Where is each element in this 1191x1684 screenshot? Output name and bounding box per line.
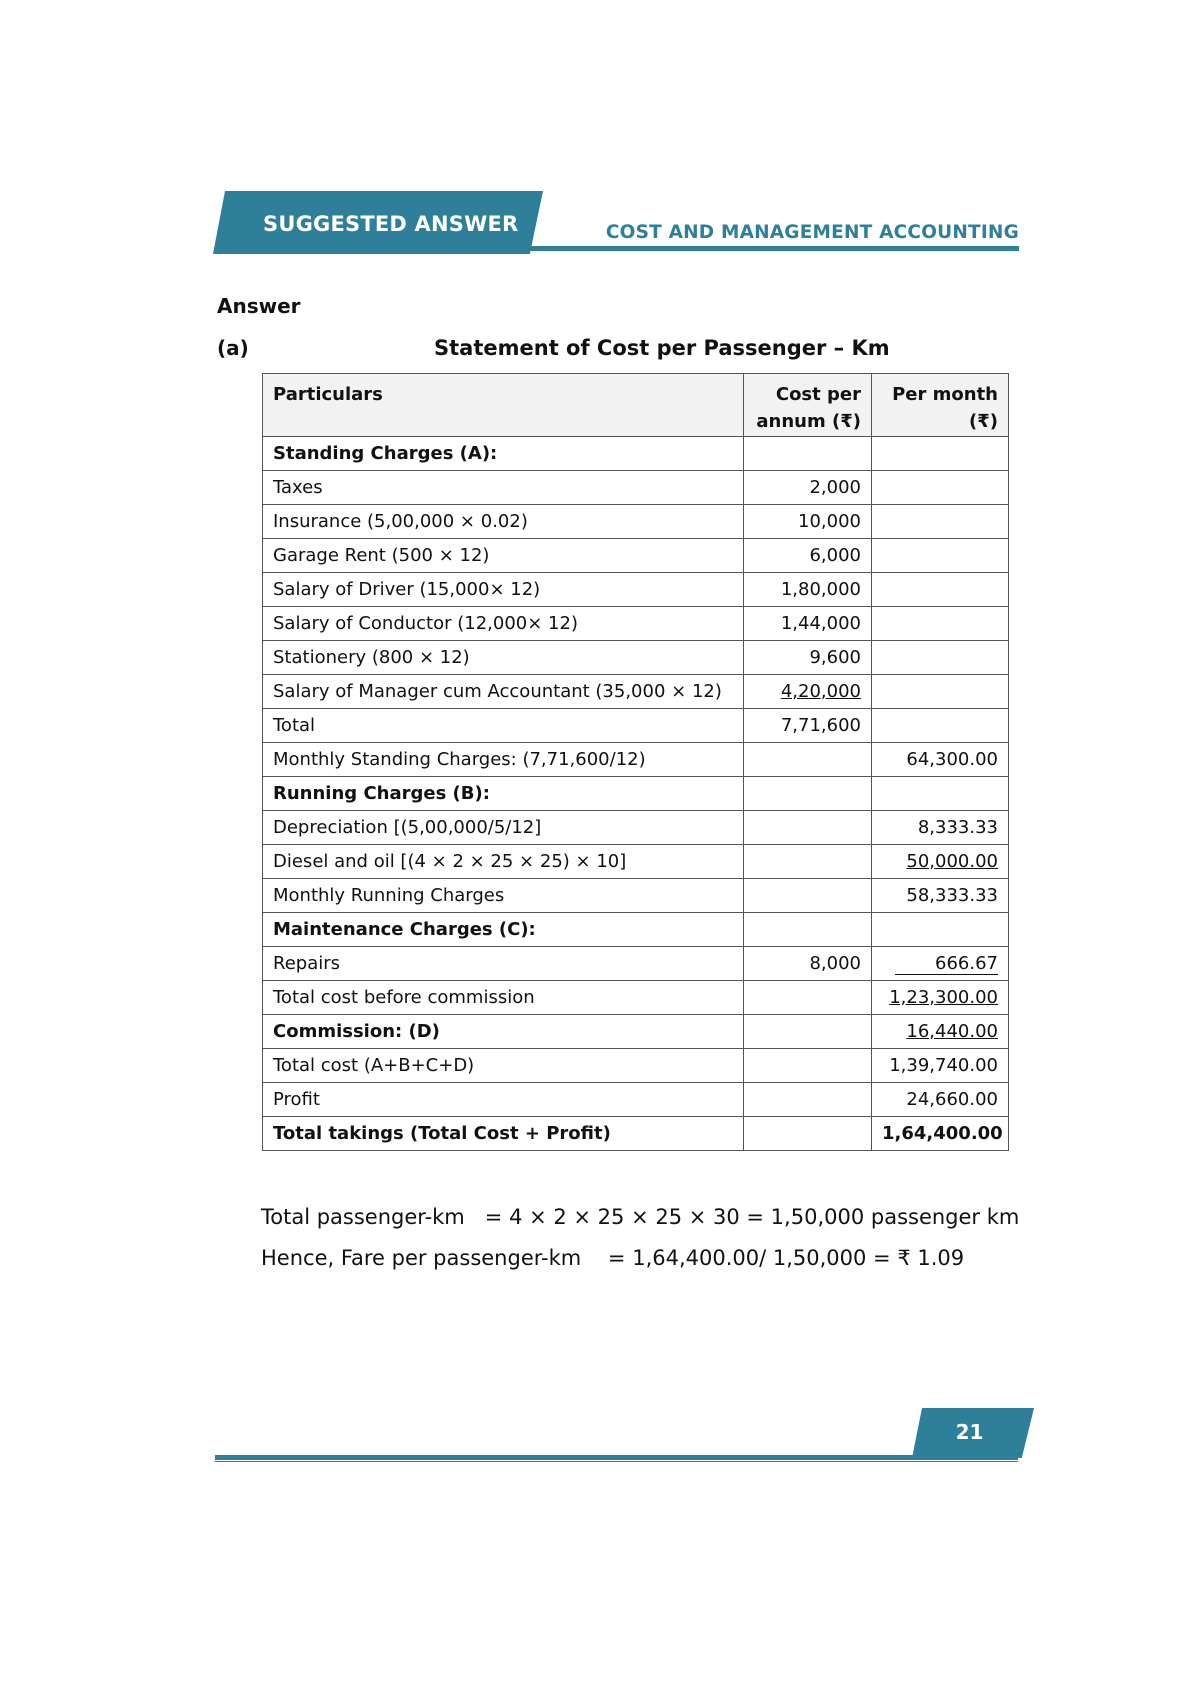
row-label: Total <box>263 709 744 743</box>
total-passenger-km-note: Total passenger-km = 4 × 2 × 25 × 25 × 30 = 1,50,000 passenger km <box>261 1205 1020 1229</box>
row-month <box>872 675 1009 709</box>
row-annum <box>744 437 872 471</box>
row-annum <box>744 981 872 1015</box>
table-row <box>263 675 1009 709</box>
row-label: Commission: (D) <box>263 1015 744 1049</box>
part-label: (a) <box>217 336 249 360</box>
page-number: 21 <box>955 1420 984 1444</box>
row-annum: 1,80,000 <box>744 573 872 607</box>
header-badge-text: SUGGESTED ANSWER <box>263 212 519 236</box>
row-annum <box>744 811 872 845</box>
row-label: Salary of Manager cum Accountant (35,000 × 12) <box>263 675 744 709</box>
row-month <box>872 505 1009 539</box>
header-title: COST AND MANAGEMENT ACCOUNTING <box>605 222 1019 243</box>
table-row <box>263 913 1009 947</box>
row-month: 1,39,740.00 <box>872 1049 1009 1083</box>
fare-per-passenger-km-note: Hence, Fare per passenger-km = 1,64,400.00/ 1,50,000 = ₹ 1.09 <box>261 1246 965 1270</box>
row-label: Diesel and oil [(4 × 2 × 25 × 25) × 10] <box>263 845 744 879</box>
header-annum-line2: annum (₹) <box>756 411 861 432</box>
table-row <box>263 845 1009 879</box>
row-label: Salary of Driver (15,000× 12) <box>263 573 744 607</box>
table-row <box>263 947 1009 981</box>
row-month <box>872 607 1009 641</box>
row-label: Maintenance Charges (C): <box>263 913 744 947</box>
row-annum <box>744 879 872 913</box>
row-annum: 2,000 <box>744 471 872 505</box>
row-label: Running Charges (B): <box>263 777 744 811</box>
row-annum <box>744 743 872 777</box>
row-label: Stationery (800 × 12) <box>263 641 744 675</box>
table-row <box>263 1083 1009 1117</box>
table-row <box>263 879 1009 913</box>
table-row <box>263 607 1009 641</box>
row-month <box>872 539 1009 573</box>
table-row <box>263 743 1009 777</box>
row-month <box>872 641 1009 675</box>
row-month: 58,333.33 <box>872 879 1009 913</box>
row-month <box>872 709 1009 743</box>
footer-rule <box>215 1455 1018 1462</box>
table-row <box>263 981 1009 1015</box>
header-cost-per-annum <box>744 374 872 437</box>
row-label: Taxes <box>263 471 744 505</box>
row-month: 8,333.33 <box>872 811 1009 845</box>
row-month <box>872 981 1009 1015</box>
row-annum <box>744 845 872 879</box>
row-annum: 6,000 <box>744 539 872 573</box>
row-month <box>872 913 1009 947</box>
row-month: 1,64,400.00 <box>872 1117 1009 1151</box>
row-month <box>872 573 1009 607</box>
table-row <box>263 811 1009 845</box>
row-month-value: 16,440.00 <box>906 1021 998 1042</box>
header-rule <box>528 246 1019 251</box>
table-row <box>263 777 1009 811</box>
row-label: Total cost before commission <box>263 981 744 1015</box>
row-month <box>872 471 1009 505</box>
row-annum <box>744 1015 872 1049</box>
row-annum: 10,000 <box>744 505 872 539</box>
header-month-line1: Per month <box>892 384 998 405</box>
row-label: Salary of Conductor (12,000× 12) <box>263 607 744 641</box>
row-month-value: 50,000.00 <box>906 851 998 872</box>
row-annum: 8,000 <box>744 947 872 981</box>
table-row <box>263 539 1009 573</box>
row-label: Repairs <box>263 947 744 981</box>
row-annum-value: 4,20,000 <box>780 681 861 702</box>
header-month-line2: (₹) <box>969 411 998 432</box>
row-annum <box>744 675 872 709</box>
row-month <box>872 845 1009 879</box>
row-month-value: 666.67 <box>895 954 998 975</box>
row-annum <box>744 1049 872 1083</box>
table-header-row <box>263 374 1009 437</box>
statement-title: Statement of Cost per Passenger – Km <box>434 336 890 360</box>
table-row <box>263 1049 1009 1083</box>
row-month <box>872 947 1009 981</box>
row-annum <box>744 777 872 811</box>
row-month: 24,660.00 <box>872 1083 1009 1117</box>
row-month-value: 1,23,300.00 <box>889 987 998 1008</box>
table-row <box>263 437 1009 471</box>
row-annum <box>744 1117 872 1151</box>
table-row <box>263 1015 1009 1049</box>
row-label: Insurance (5,00,000 × 0.02) <box>263 505 744 539</box>
row-label: Total cost (A+B+C+D) <box>263 1049 744 1083</box>
row-annum: 7,71,600 <box>744 709 872 743</box>
row-label: Monthly Standing Charges: (7,71,600/12) <box>263 743 744 777</box>
row-label: Standing Charges (A): <box>263 437 744 471</box>
row-label: Profit <box>263 1083 744 1117</box>
table-row <box>263 641 1009 675</box>
row-month <box>872 1015 1009 1049</box>
table-row <box>263 471 1009 505</box>
row-label: Total takings (Total Cost + Profit) <box>263 1117 744 1151</box>
row-label: Monthly Running Charges <box>263 879 744 913</box>
header-particulars: Particulars <box>263 374 744 437</box>
table-row <box>263 709 1009 743</box>
cost-statement-table <box>262 373 1009 1151</box>
table-row <box>263 505 1009 539</box>
row-month <box>872 437 1009 471</box>
row-annum: 9,600 <box>744 641 872 675</box>
header-per-month <box>872 374 1009 437</box>
row-label: Garage Rent (500 × 12) <box>263 539 744 573</box>
row-month: 64,300.00 <box>872 743 1009 777</box>
row-annum <box>744 1083 872 1117</box>
row-month <box>872 777 1009 811</box>
answer-heading: Answer <box>217 294 301 318</box>
header-annum-line1: Cost per <box>775 384 861 405</box>
table-row <box>263 573 1009 607</box>
row-annum: 1,44,000 <box>744 607 872 641</box>
table-row <box>263 1117 1009 1151</box>
row-annum <box>744 913 872 947</box>
row-label: Depreciation [(5,00,000/5/12] <box>263 811 744 845</box>
